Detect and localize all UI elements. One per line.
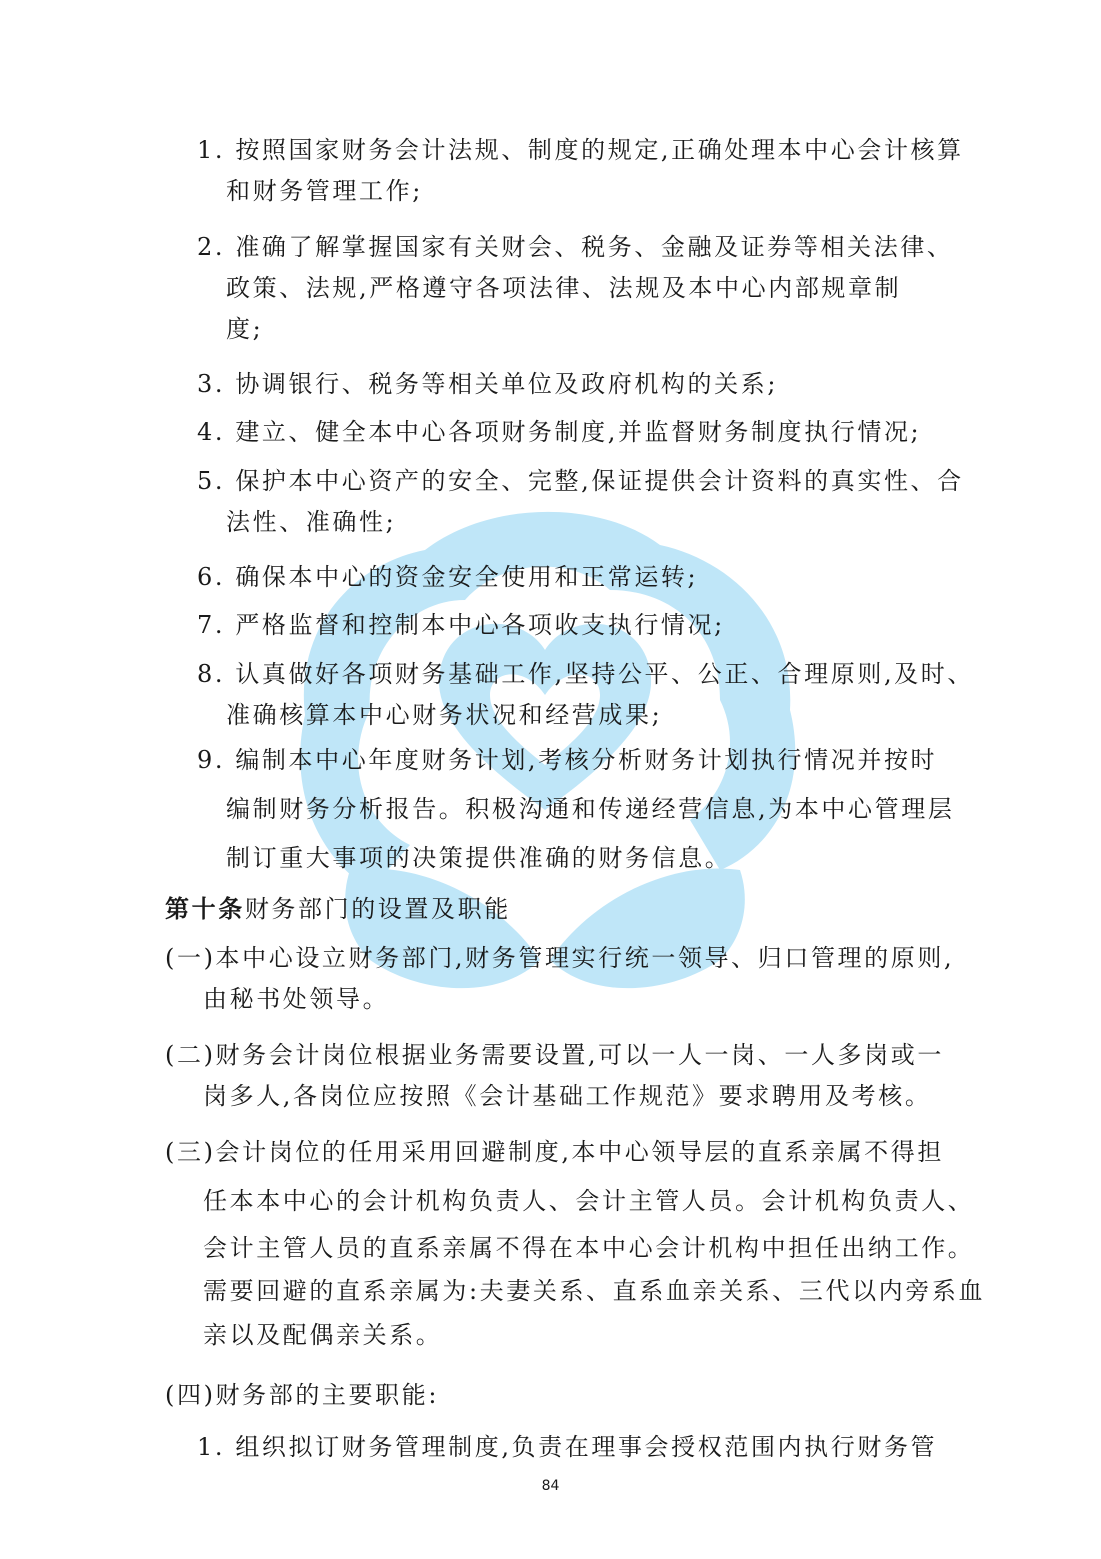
list-item-1-cont: 和财务管理工作;	[226, 177, 423, 205]
list-item-4: 4. 建立、健全本中心各项财务制度,并监督财务制度执行情况;	[197, 418, 922, 446]
list-item-7: 7. 严格监督和控制本中心各项收支执行情况;	[197, 611, 725, 639]
section-4: (四)财务部的主要职能:	[165, 1381, 440, 1409]
list-item-2-cont: 政策、法规,严格遵守各项法律、法规及本中心内部规章制	[226, 274, 902, 302]
list-item-2-cont2: 度;	[226, 315, 264, 343]
last-list-item: 1. 组织拟订财务管理制度,负责在理事会授权范围内执行财务管	[197, 1433, 938, 1461]
list-item-8-cont: 准确核算本中心财务状况和经营成果;	[226, 701, 663, 729]
section-3-cont: 任本本中心的会计机构负责人、会计主管人员。会计机构负责人、	[203, 1187, 975, 1215]
list-item-8: 8. 认真做好各项财务基础工作,坚持公平、公正、合理原则,及时、	[197, 660, 974, 688]
list-item-9: 9. 编制本中心年度财务计划,考核分析财务计划执行情况并按时	[197, 746, 938, 774]
list-item-9-cont2: 制订重大事项的决策提供准确的财务信息。	[226, 844, 732, 872]
article-heading	[165, 892, 511, 926]
section-3-cont3: 需要回避的直系亲属为:夫妻关系、直系血亲关系、三代以内旁系血	[203, 1277, 986, 1305]
list-item-1: 1. 按照国家财务会计法规、制度的规定,正确处理本中心会计核算	[197, 136, 964, 164]
list-item-6: 6. 确保本中心的资金安全使用和正常运转;	[197, 563, 699, 591]
list-item-3: 3. 协调银行、税务等相关单位及政府机构的关系;	[197, 370, 779, 398]
section-3-cont2: 会计主管人员的直系亲属不得在本中心会计机构中担任出纳工作。	[203, 1234, 975, 1262]
article-label: 第十条	[165, 894, 245, 923]
list-item-5-cont: 法性、准确性;	[226, 508, 397, 536]
section-2-cont: 岗多人,各岗位应按照《会计基础工作规范》要求聘用及考核。	[203, 1082, 932, 1110]
section-3: (三)会计岗位的任用采用回避制度,本中心领导层的直系亲属不得担	[165, 1138, 944, 1166]
list-item-5: 5. 保护本中心资产的安全、完整,保证提供会计资料的真实性、合	[197, 467, 964, 495]
list-item-2: 2. 准确了解掌握国家有关财会、税务、金融及证券等相关法律、	[197, 233, 954, 261]
article-title: 财务部门的设置及职能	[244, 895, 511, 923]
page-number: 84	[541, 1478, 560, 1494]
section-2: (二)财务会计岗位根据业务需要设置,可以一人一岗、一人多岗或一	[165, 1041, 944, 1069]
section-1: (一)本中心设立财务部门,财务管理实行统一领导、归口管理的原则,	[165, 944, 955, 972]
list-item-9-cont: 编制财务分析报告。积极沟通和传递经营信息,为本中心管理层	[226, 795, 955, 823]
section-1-cont: 由秘书处领导。	[203, 985, 390, 1013]
section-3-cont4: 亲以及配偶亲关系。	[203, 1321, 443, 1349]
